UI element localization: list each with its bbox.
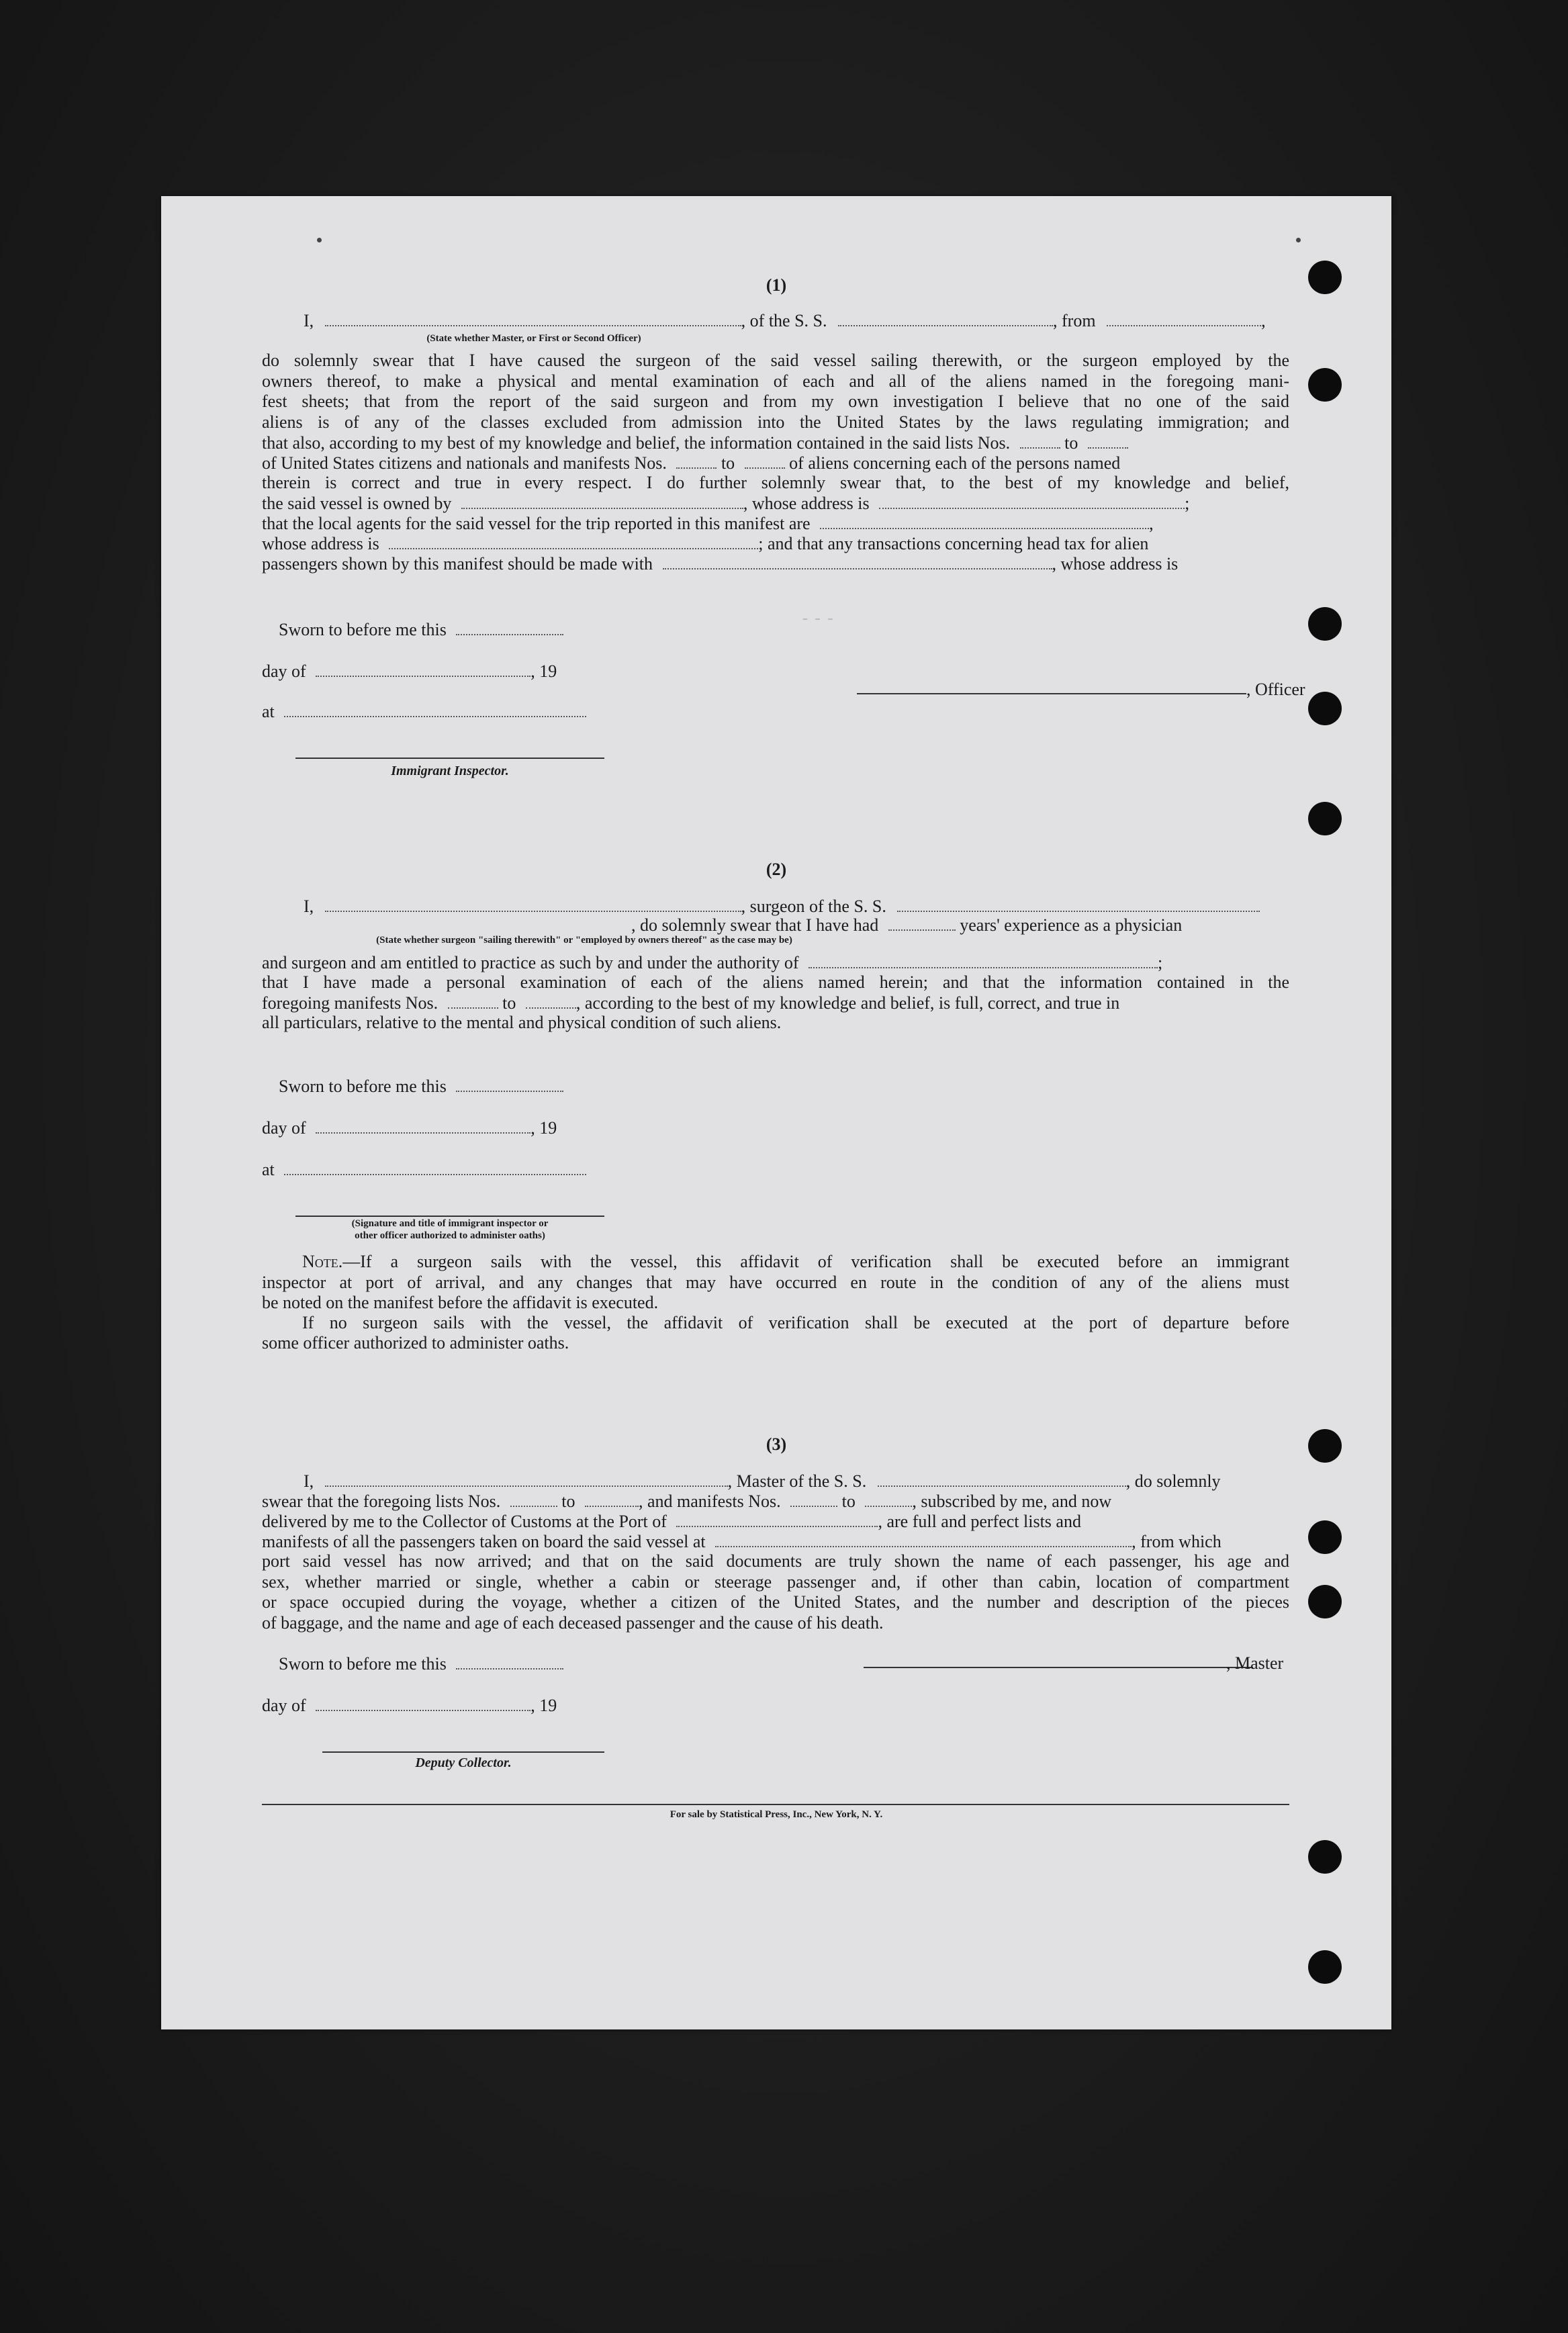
section-1-i-label: I, bbox=[304, 311, 314, 330]
scan-speck bbox=[1296, 238, 1301, 242]
officer-label: , Officer bbox=[1246, 680, 1305, 699]
officer-signature-line[interactable] bbox=[295, 1216, 604, 1217]
day-of-month-field[interactable] bbox=[316, 1117, 531, 1134]
year-label: , 19 bbox=[531, 1118, 557, 1138]
section-1-line: fest sheets; that from the report of the said surgeon and from my own investigation I believe that no one of the said bbox=[262, 392, 1289, 411]
punch-hole bbox=[1308, 1585, 1342, 1618]
owner-address-label: , whose address is bbox=[743, 494, 870, 513]
full-perfect-text: , are full and perfect lists and bbox=[878, 1512, 1081, 1531]
foregoing-to-field[interactable] bbox=[526, 993, 576, 1009]
deputy-collector-label: Deputy Collector. bbox=[415, 1755, 512, 1770]
scan-speck bbox=[317, 238, 322, 242]
year-label: , 19 bbox=[531, 661, 557, 681]
surgeon-caption: (State whether surgeon "sailing therewith" or "employed by owners thereof" as the case may be) bbox=[376, 935, 792, 946]
head-tax-label: passengers shown by this manifest should be made with bbox=[262, 554, 653, 574]
at-label: at bbox=[262, 1160, 275, 1179]
section-1-manifests-text: of United States citizens and nationals and manifests Nos. bbox=[262, 453, 667, 473]
section-1-manifests-line bbox=[262, 453, 1289, 473]
do-swear-text: , do solemnly swear that I have had bbox=[631, 915, 879, 935]
note-line: inspector at port of arrival, and any changes that may have occurred en route in the condition of any of the aliens must bbox=[262, 1272, 1289, 1292]
section-1-line: aliens is of any of the classes excluded from admission into the United States by the laws regulating immigration; and bbox=[262, 412, 1289, 432]
manifest-back-page bbox=[161, 196, 1391, 2029]
agents-address-label: whose address is bbox=[262, 534, 379, 553]
master-of-label: , Master of the S. S. bbox=[727, 1471, 867, 1491]
section-1-first-line: I, , of the S. S. , from , bbox=[304, 311, 1266, 330]
section-3-day-of bbox=[262, 1695, 557, 1716]
signature-caption-2: other officer authorized to administer oaths) bbox=[355, 1230, 545, 1241]
note-line bbox=[262, 1252, 1289, 1273]
section-2-at bbox=[262, 1159, 586, 1180]
sworn-label: Sworn to before me this bbox=[279, 1077, 447, 1096]
section-2-last-line: all particulars, relative to the mental and physical condition of such aliens. bbox=[262, 1013, 782, 1032]
foregoing-line bbox=[262, 993, 1289, 1013]
at-place-field[interactable] bbox=[284, 1159, 586, 1175]
section-1-day-of bbox=[262, 661, 557, 682]
aliens-concerning-text: of aliens concerning each of the persons named bbox=[789, 453, 1121, 473]
head-tax-line bbox=[262, 553, 1289, 574]
section-2-body bbox=[262, 972, 1289, 993]
day-of-label: day of bbox=[262, 1696, 306, 1715]
section-1-line: therein is correct and true in every respect. I do further solemnly swear that, to the best of my knowledge and belief, bbox=[262, 473, 1289, 492]
master-name-field[interactable] bbox=[325, 1471, 728, 1487]
immigrant-inspector-label: Immigrant Inspector. bbox=[391, 764, 509, 778]
local-agents-line: that the local agents for the said vessel for the trip reported in this manifest are , bbox=[262, 514, 1154, 533]
section-3-lists-line bbox=[262, 1491, 1289, 1512]
port-field[interactable] bbox=[676, 1511, 878, 1527]
day-of-label: day of bbox=[262, 661, 306, 681]
note-label: Note. bbox=[302, 1252, 343, 1271]
section-1-sworn bbox=[279, 619, 563, 640]
delivered-text: delivered by me to the Collector of Customs at the Port of bbox=[262, 1512, 667, 1531]
collector-signature-line[interactable] bbox=[322, 1751, 604, 1753]
surgeon-name-field[interactable] bbox=[325, 896, 741, 912]
sworn-day-field[interactable] bbox=[456, 1076, 563, 1092]
section-2-swear-line bbox=[631, 915, 1182, 935]
section-1-body bbox=[262, 351, 1289, 432]
authority-line: and surgeon and am entitled to practice as such by and under the authority of ; bbox=[262, 953, 1163, 972]
local-agents-label: that the local agents for the said vessel for the trip reported in this manifest are bbox=[262, 514, 811, 533]
section-2-day-of bbox=[262, 1117, 557, 1138]
day-of-month-field[interactable] bbox=[316, 661, 531, 677]
section-3-body bbox=[262, 1551, 1289, 1613]
head-tax-address-label: , whose address is bbox=[1052, 554, 1179, 574]
sworn-day-field[interactable] bbox=[456, 1653, 563, 1669]
manifests-from-field[interactable] bbox=[676, 453, 717, 469]
section-2-i-label: I, bbox=[304, 897, 314, 916]
section-1-number: (1) bbox=[766, 275, 787, 295]
agents-address-line bbox=[262, 533, 1289, 554]
section-2-number: (2) bbox=[766, 860, 787, 879]
surgeon-of-label: , surgeon of the S. S. bbox=[741, 897, 886, 916]
punch-hole bbox=[1308, 607, 1342, 641]
section-3-to-label: to bbox=[841, 1492, 856, 1511]
owned-by-label: the said vessel is owned by bbox=[262, 494, 452, 513]
note-text: —If a surgeon sails with the vessel, this affidavit of verification shall be executed before an immigrant bbox=[342, 1252, 1289, 1271]
head-tax-agent-field[interactable] bbox=[663, 553, 1052, 569]
years-exp-text: years' experience as a physician bbox=[960, 915, 1183, 935]
years-experience-field[interactable] bbox=[888, 915, 956, 931]
boarding-port-field[interactable] bbox=[715, 1531, 1132, 1547]
footer-rule bbox=[262, 1804, 1289, 1805]
from-port-field[interactable] bbox=[1107, 310, 1261, 326]
manifests-to-field[interactable] bbox=[745, 453, 785, 469]
section-3-line: of baggage, and the name and age of each deceased passenger and the cause of his death. bbox=[262, 1613, 884, 1633]
section-1-body-cont bbox=[262, 473, 1289, 494]
note-block-2 bbox=[262, 1313, 1289, 1334]
lists-from-field[interactable] bbox=[510, 1491, 557, 1507]
master-label: , Master bbox=[1226, 1653, 1284, 1673]
from-label: , from bbox=[1053, 311, 1096, 330]
authority-field[interactable] bbox=[809, 952, 1158, 968]
foregoing-text: foregoing manifests Nos. bbox=[262, 993, 439, 1013]
officer-signature-line[interactable] bbox=[857, 693, 1246, 694]
authority-text: and surgeon and am entitled to practice as such by and under the authority of bbox=[262, 953, 799, 972]
officer-rank-caption: (State whether Master, or First or Second Officer) bbox=[426, 333, 641, 344]
according-text: , according to the best of my knowledge and belief, is full, correct, and true in bbox=[575, 993, 1120, 1013]
section-1-to-label: to bbox=[721, 453, 735, 473]
owner-address-field[interactable] bbox=[879, 493, 1185, 509]
at-place-field[interactable] bbox=[284, 701, 586, 717]
printer-imprint: For sale by Statistical Press, Inc., New York, N. Y. bbox=[670, 1809, 883, 1820]
note-line: If no surgeon sails with the vessel, the affidavit of verification shall be executed at the port of departure before bbox=[302, 1313, 1289, 1332]
day-of-month-field[interactable] bbox=[316, 1695, 531, 1711]
section-2-sworn bbox=[279, 1076, 563, 1097]
punch-hole bbox=[1308, 1520, 1342, 1554]
master-vessel-field[interactable] bbox=[878, 1471, 1126, 1487]
section-3-number: (3) bbox=[766, 1434, 787, 1454]
do-solemnly-label: , do solemnly bbox=[1125, 1471, 1221, 1491]
officer-rank-field[interactable] bbox=[325, 310, 741, 326]
section-2-first-line bbox=[304, 896, 1295, 917]
manifests-from-field[interactable] bbox=[790, 1491, 837, 1507]
punch-hole bbox=[1308, 368, 1342, 402]
lists-to-field[interactable] bbox=[1088, 432, 1128, 449]
section-3-line: or space occupied during the voyage, whether a citizen of the United States, and the number and description of the pieces bbox=[262, 1592, 1289, 1612]
manifests-to-field[interactable] bbox=[865, 1491, 912, 1507]
section-3-delivered-line bbox=[262, 1511, 1289, 1532]
sworn-label: Sworn to before me this bbox=[279, 620, 447, 639]
punch-hole bbox=[1308, 1950, 1342, 1984]
inspector-signature-line[interactable] bbox=[295, 758, 604, 759]
section-1-at bbox=[262, 701, 586, 722]
section-1-line: do solemnly swear that I have caused the surgeon of the said vessel sailing therewith, or the surgeon employed by the bbox=[262, 351, 1289, 370]
lists-to-field[interactable] bbox=[585, 1491, 639, 1507]
note-line: some officer authorized to administer oaths. bbox=[262, 1333, 569, 1353]
and-manifests-text: , and manifests Nos. bbox=[639, 1492, 781, 1511]
bleed-through-text: --- bbox=[625, 608, 863, 629]
owner-field[interactable] bbox=[461, 493, 743, 509]
section-3-to-label: to bbox=[561, 1492, 575, 1511]
sworn-label: Sworn to before me this bbox=[279, 1654, 447, 1674]
punch-hole bbox=[1308, 1840, 1342, 1874]
vessel-name-field[interactable] bbox=[838, 310, 1053, 326]
subscribed-text: , subscribed by me, and now bbox=[912, 1492, 1112, 1511]
section-3-sworn bbox=[279, 1653, 563, 1674]
lists-from-field[interactable] bbox=[1020, 432, 1060, 449]
manifests-all-text: manifests of all the passengers taken on board the said vessel at bbox=[262, 1532, 706, 1551]
section-3-i-label: I, bbox=[304, 1471, 314, 1491]
punch-hole bbox=[1308, 692, 1342, 725]
note-block bbox=[262, 1252, 1289, 1293]
foregoing-from-field[interactable] bbox=[448, 993, 498, 1009]
head-tax-text: ; and that any transactions concerning head tax for alien bbox=[758, 534, 1149, 553]
at-label: at bbox=[262, 702, 275, 721]
note-line: be noted on the manifest before the affidavit is executed. bbox=[262, 1293, 659, 1312]
surgeon-vessel-field[interactable] bbox=[897, 896, 1260, 912]
section-2-to-label: to bbox=[502, 993, 516, 1013]
section-3-line: sex, whether married or single, whether a cabin or steerage passenger and, if other than cabin, location of compartment bbox=[262, 1571, 1289, 1592]
signature-caption-1: (Signature and title of immigrant inspector or bbox=[351, 1218, 549, 1229]
section-1-lists-text: that also, according to my best of my knowledge and belief, the information contained in the said lists Nos. bbox=[262, 433, 1011, 453]
section-3-line: port said vessel has now arrived; and that on the said documents are truly shown the name of each passenger, his age and bbox=[262, 1551, 1289, 1571]
owned-by-line: the said vessel is owned by , whose address is ; bbox=[262, 494, 1190, 513]
swear-lists-text: swear that the foregoing lists Nos. bbox=[262, 1492, 501, 1511]
day-of-label: day of bbox=[262, 1118, 306, 1138]
section-3-manifests-line bbox=[262, 1531, 1289, 1552]
section-3-first-line bbox=[304, 1471, 1295, 1492]
section-1-lists-line bbox=[262, 432, 1289, 453]
section-1-to-label: to bbox=[1064, 433, 1078, 453]
sworn-day-field[interactable] bbox=[456, 619, 563, 635]
punch-hole bbox=[1308, 802, 1342, 835]
agents-address-field[interactable] bbox=[389, 533, 758, 549]
section-2-line: that I have made a personal examination of each of the aliens named herein; and that the information contained in the bbox=[262, 972, 1289, 992]
section-1-line: owners thereof, to make a physical and mental examination of each and all of the aliens named in the foregoing mani- bbox=[262, 371, 1289, 391]
year-label: , 19 bbox=[531, 1696, 557, 1715]
local-agents-field[interactable] bbox=[820, 513, 1149, 529]
of-ss-label: , of the S. S. bbox=[741, 311, 827, 330]
from-which-text: , from which bbox=[1132, 1532, 1221, 1551]
master-signature-line[interactable] bbox=[864, 1667, 1253, 1668]
